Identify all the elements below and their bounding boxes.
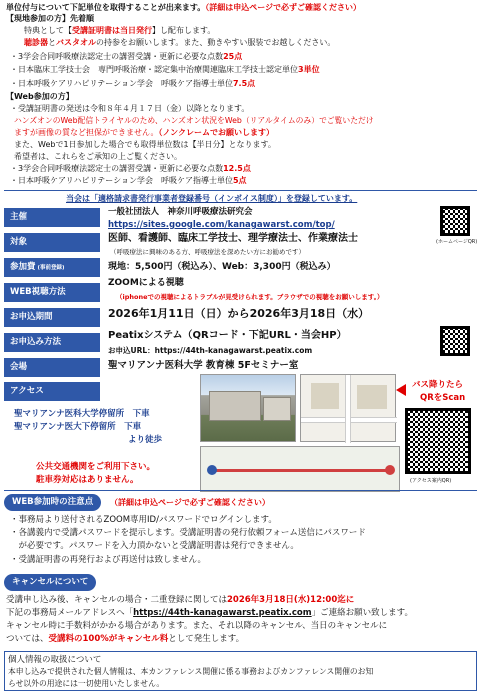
web-note-1: ・事務局より送付されるZOOM専用ID/パスワードでログインします。	[10, 515, 277, 525]
onsite-unit-1	[10, 52, 242, 62]
building-shape-2	[263, 397, 291, 421]
apply-url[interactable]: お申込URL：https://44th-kanagawarst.peatix.com	[108, 346, 313, 355]
cancel-heading: キャンセルについて	[4, 574, 96, 591]
web-half-day: また、Webで1日参加した場合でも取得単位数は【半日分】となります。	[14, 140, 276, 149]
target-main: 医師、看護師、臨床工学技士、理学療法士、作業療法士	[108, 233, 358, 244]
web-quality-text: ますが画像の質など担保ができません。	[14, 128, 159, 137]
towel-label: バスタオル	[56, 38, 96, 47]
campus-photo	[200, 374, 296, 442]
privacy-heading: 個人情報の取扱について	[8, 655, 102, 665]
cancel-line-1-text: 受講申し込み後、キャンセルの場合・二重登録に関しては	[6, 595, 228, 605]
divider-mid	[4, 490, 477, 491]
cancel-line-3: キャンセル時に手数料がかかる場合があります。また、それ以降のキャンセル、当日のキャンセルに	[6, 621, 388, 631]
cancel-line-4-a: ついては、	[6, 634, 49, 644]
web-unit-2	[10, 176, 247, 186]
onsite-unit-1-text: ・3学会合同呼吸療法認定士の講習受講・更新に必要な点数	[10, 52, 224, 61]
label-access: アクセス	[4, 382, 100, 401]
cancel-line-2	[6, 608, 413, 618]
map-building-2	[357, 385, 387, 409]
route-map	[200, 446, 400, 492]
units-intro-note: （詳細は申込ページで必ずご確認ください）	[205, 3, 362, 12]
cancel-fee: 受講料の100%がキャンセル料	[48, 634, 169, 644]
web-unit-1-text: ・3学会合同呼吸療法認定士の講習受講・更新に必要な点数	[10, 164, 224, 173]
apply-qr-code	[440, 326, 470, 356]
divider-top	[4, 190, 477, 191]
onsite-benefit-c: 】し配布します。	[152, 26, 216, 35]
label-apply: お申込み方法	[4, 333, 100, 352]
onsite-items	[24, 38, 335, 48]
bus-callout-1: バス降りたら	[412, 380, 464, 390]
label-web-viewing: WEB視聴方法	[4, 283, 100, 302]
onsite-benefit-a: 特典として【	[24, 26, 72, 35]
route-start-marker	[207, 465, 217, 475]
units-intro	[6, 3, 361, 13]
period-text: 2026年1月11日（日）から2026年3月18日（水）	[108, 307, 370, 320]
onsite-unit-2-text: ・日本臨床工学技士会 専門呼吸治療・認定集中治療関連臨床工学技士認定単位	[10, 65, 298, 74]
label-fee	[4, 258, 100, 277]
venue-text: 聖マリアンナ医科大学 教育棟 5Fセミナー室	[108, 360, 299, 371]
onsite-unit-2-value: 3単位	[298, 65, 320, 74]
cancel-line-2-c: 」ご連絡お願い致します。	[311, 608, 413, 618]
web-trial-note: ハンズオンのWeb配信トライヤルのため、ハンズオン状況をWeb（リアルタイムのみ）でご覧いただけ	[14, 116, 374, 125]
transit-note-2: 駐車券対応はありません。	[36, 475, 139, 485]
org-url[interactable]: https://sites.google.com/kanagawarst.com/top/	[108, 220, 335, 230]
route-end-marker	[385, 465, 395, 475]
privacy-line-2: らせ以外の用途には一切使用いたしません。	[8, 679, 165, 688]
label-target: 対象	[4, 233, 100, 252]
onsite-benefit	[24, 26, 215, 36]
cancel-line-2-a: 下記の事務局メールアドレスへ「	[6, 608, 134, 618]
cancel-url[interactable]: https://44th-kanagawarst.peatix.com	[133, 608, 312, 618]
label-fee-text: 参加費	[10, 262, 36, 272]
callout-arrow-icon	[396, 384, 406, 396]
cancel-line-4	[6, 634, 244, 644]
bus-stop-2: 聖マリアンナ医大下停留所 下車	[14, 422, 142, 432]
stethoscope-label: 聴診器	[24, 38, 48, 47]
onsite-unit-3-value: 7.5点	[232, 79, 256, 88]
web-unit-1	[10, 164, 251, 174]
label-organizer: 主催	[4, 208, 100, 227]
web-notes-sub: （詳細は申込ページで必ずご確認ください）	[110, 498, 270, 507]
onsite-unit-1-value: 25点	[223, 52, 243, 61]
access-qr-caption: (アクセス案内QR)	[410, 478, 452, 484]
label-fee-note: (事前登録)	[37, 265, 65, 271]
map-building	[311, 383, 339, 409]
web-unit-2-text: ・日本呼吸ケアリハビリテーション学会 呼吸ケア指導士単位	[10, 176, 233, 185]
web-unit-2-value: 5点	[232, 176, 247, 185]
invoice-notice: 当会は「適格請求書発行事業者登録番号（インボイス制度）」を登録しています。	[66, 194, 358, 203]
org-name: 一般社団法人 神奈川呼吸療法研究会	[108, 207, 253, 217]
onsite-benefit-b: 受講証明書は当日発行	[72, 26, 152, 35]
no-claim-note: （ノンクレームでお願いします）	[158, 128, 275, 137]
homepage-qr-caption: (ホームページQR)	[436, 239, 478, 245]
web-notes-heading: WEB参加時の注意点	[4, 494, 101, 511]
onsite-unit-3-text: ・日本呼吸ケアリハビリテーション学会 呼吸ケア指導士単位	[10, 79, 233, 88]
bus-walk: より徒歩	[128, 435, 163, 445]
label-venue: 会場	[4, 358, 100, 377]
web-note-3: ・受講証明書の再発行および再送付は致しません。	[10, 555, 207, 565]
web-quality-note	[14, 128, 274, 138]
and-label: と	[48, 38, 56, 47]
homepage-qr-code	[440, 206, 470, 236]
web-heading: 【Web参加の方】	[6, 92, 74, 101]
web-viewing-note: （iphoneでの視聴によるトラブルが見受けられます。ブラウザでの視聴をお願いします。）	[116, 293, 384, 301]
web-unit-1-value: 12.5点	[223, 164, 251, 173]
apply-text: Peatixシステム（QRコード・下記URL・当会HP）	[108, 330, 347, 341]
onsite-heading: 【現地参加の方】先着順	[6, 14, 94, 23]
fee-text: 現地：5,500円（税込み）、Web：3,300円（税込み）	[108, 262, 336, 272]
campus-map	[300, 374, 396, 442]
bus-stop-1: 聖マリアンナ医科大学停留所 下車	[14, 409, 150, 419]
privacy-line-1: 本申し込みで提供された個人情報は、本カンファレンス開催に係る事務およびカンファレンス開催のお知	[8, 667, 374, 676]
cancel-line-1	[6, 595, 354, 605]
map-road-2	[345, 375, 351, 443]
web-cert-date: ・受講証明書の発送は令和８年４月１７日（金）以降となります。	[10, 104, 250, 113]
web-note-2: ・各講義内で受講パスワードを提示します。受講証明書の発行依頼フォーム送信にパスワード	[10, 528, 366, 538]
onsite-unit-2	[10, 65, 320, 75]
target-note: （呼吸療法に興味のある方、呼吸療法を深めたい方にお勧めです）	[110, 248, 305, 256]
transit-note-1: 公共交通機関をご利用下さい。	[36, 462, 156, 472]
web-viewing-text: ZOOMによる視聴	[108, 278, 184, 288]
access-qr-code	[405, 408, 471, 474]
cancel-deadline: 2026年3月18日(水)12:00迄に	[227, 595, 355, 605]
building-shape	[209, 391, 261, 421]
web-consent: 希望者は、これらをご承知の上ご覧ください。	[14, 152, 182, 161]
route-line	[211, 469, 391, 472]
web-note-2b: が必要です。パスワードを入力頂かないと受講証明書は発行できません。	[10, 541, 299, 551]
cancel-line-4-c: として発生します。	[168, 634, 245, 644]
units-intro-text: 単位付与について下記単位を取得することが出来ます。	[6, 3, 206, 12]
bus-callout-2: QRをScan	[420, 393, 466, 403]
label-period: お申込期間	[4, 308, 100, 327]
onsite-unit-3	[10, 79, 255, 89]
onsite-items-text: の持参をお願いします。また、動きやすい服装でお越しください。	[96, 38, 336, 47]
